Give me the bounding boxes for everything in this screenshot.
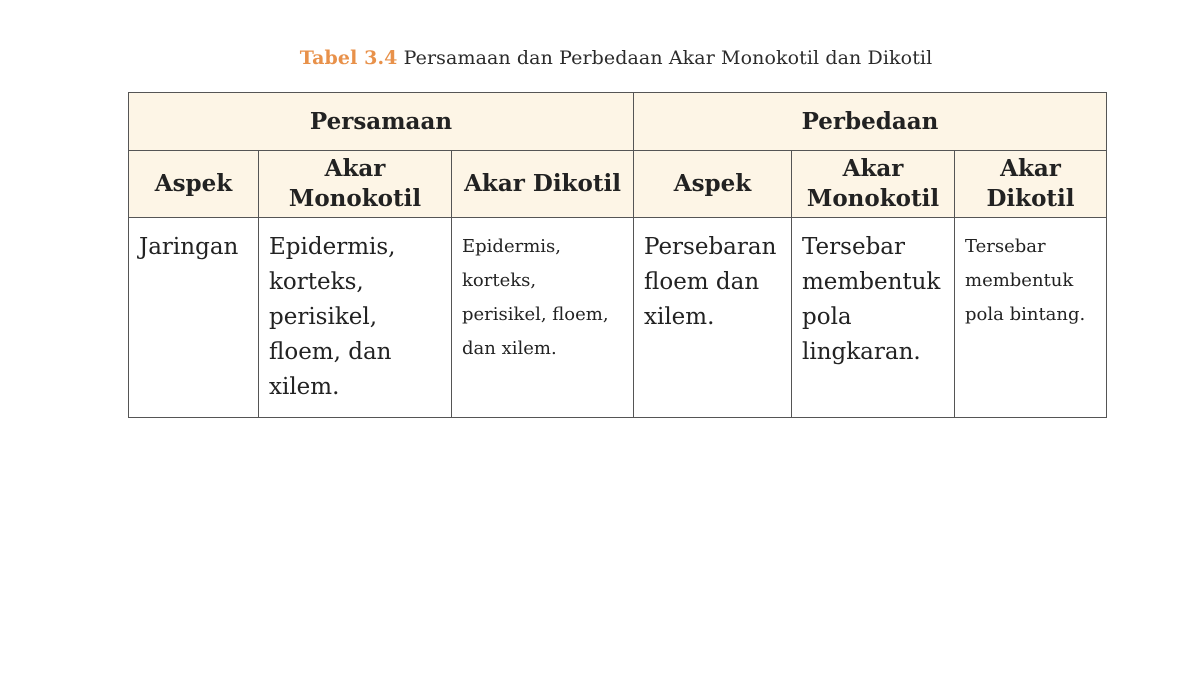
header-akar-monokotil-persamaan: Akar Monokotil	[259, 151, 452, 218]
table-caption	[0, 47, 1200, 69]
group-header-row	[129, 93, 1107, 151]
header-aspek-perbedaan: Aspek	[634, 151, 792, 218]
caption-label: Tabel 3.4	[299, 47, 398, 69]
cell-monokotil-perbedaan: Tersebar membentuk pola lingkaran.	[792, 218, 955, 418]
header-aspek-persamaan: Aspek	[129, 151, 259, 218]
table-row	[129, 218, 1107, 418]
header-persamaan: Persamaan	[129, 93, 634, 151]
cell-aspek-perbedaan: Persebaran floem dan xilem.	[634, 218, 792, 418]
header-akar-monokotil-perbedaan: Akar Monokotil	[792, 151, 955, 218]
cell-dikotil-perbedaan: Tersebar membentuk pola bintang.	[955, 218, 1107, 418]
header-akar-dikotil-persamaan: Akar Dikotil	[452, 151, 634, 218]
cell-monokotil-persamaan: Epidermis, korteks, perisikel, floem, dan xilem.	[259, 218, 452, 418]
comparison-table	[128, 92, 1107, 418]
header-akar-dikotil-perbedaan: Akar Dikotil	[955, 151, 1107, 218]
cell-aspek-persamaan: Jaringan	[129, 218, 259, 418]
cell-dikotil-persamaan: Epidermis, korteks, perisikel, floem, dan xilem.	[452, 218, 634, 418]
caption-text: Persamaan dan Perbedaan Akar Monokotil dan Dikotil	[403, 47, 933, 69]
column-header-row	[129, 151, 1107, 218]
header-perbedaan: Perbedaan	[634, 93, 1107, 151]
